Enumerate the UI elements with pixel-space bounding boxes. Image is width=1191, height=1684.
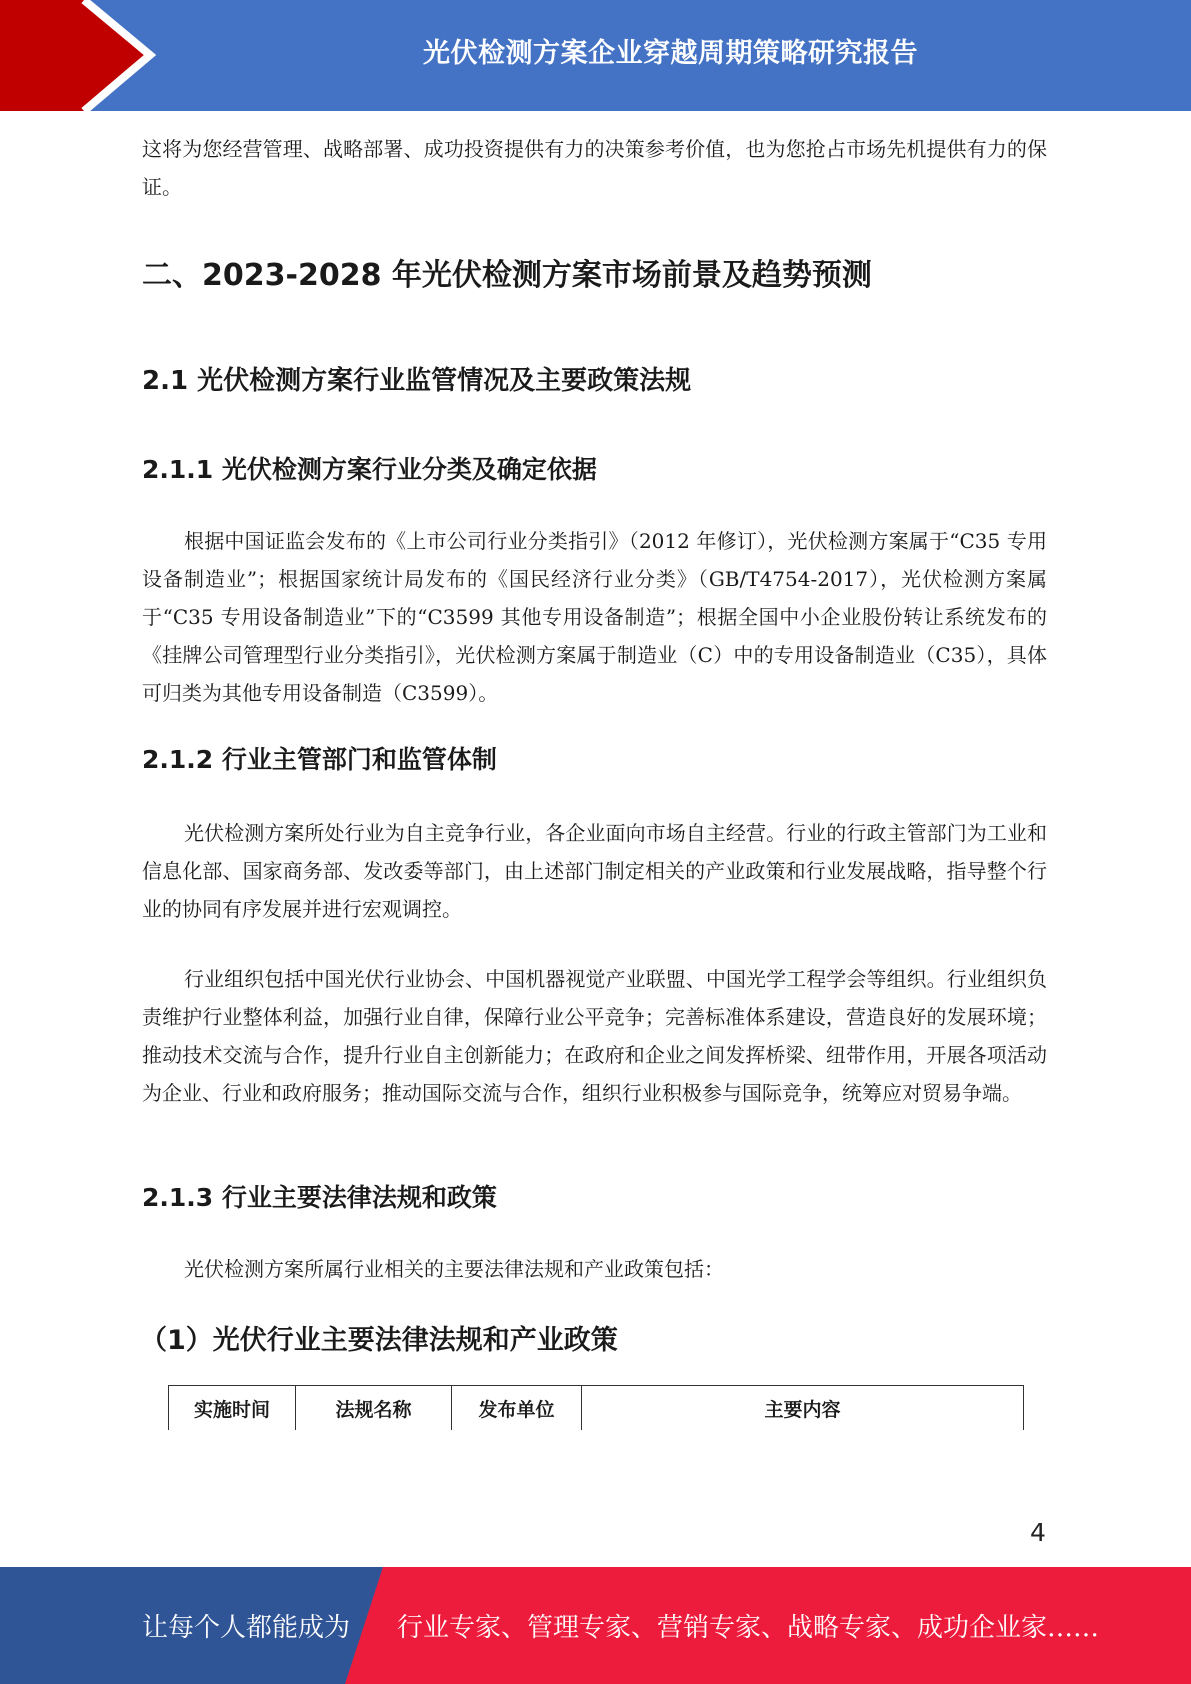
laws-intro-paragraph: 光伏检测方案所属行业相关的主要法律法规和产业政策包括： — [184, 1257, 724, 1281]
regulator-paragraph: 光伏检测方案所处行业为自主竞争行业，各企业面向市场自主经营。行业的行政主管部门为工业和信息化部、国家商务部、发改委等部门，由上述部门制定相关的产业政策和行业发展战略，指导整个行业的协同有序发展并进行宏观调控。 — [142, 821, 1047, 921]
subsection-heading-2-1-1: 2.1.1 光伏检测方案行业分类及确定依据 — [142, 455, 597, 484]
subsection-heading-2-1-3: 2.1.3 行业主要法律法规和政策 — [142, 1183, 497, 1212]
column-header-date: 实施时间 — [169, 1386, 296, 1431]
column-header-regulation-name: 法规名称 — [296, 1386, 452, 1431]
intro-paragraph: 这将为您经营管理、战略部署、成功投资提供有力的决策参考价值，也为您抢占市场先机提供有力的保证。 — [142, 137, 1047, 199]
footer-slogan-left: 让每个人都能成为 — [142, 1613, 351, 1643]
column-header-issuer: 发布单位 — [452, 1386, 582, 1431]
policy-table — [168, 1385, 1024, 1430]
section-heading: 二、2023-2028 年光伏检测方案市场前景及趋势预测 — [142, 258, 872, 293]
subsection-heading-2-1: 2.1 光伏检测方案行业监管情况及主要政策法规 — [142, 366, 692, 396]
subsection-heading-2-1-2: 2.1.2 行业主管部门和监管体制 — [142, 745, 497, 774]
industry-organization-paragraph: 行业组织包括中国光伏行业协会、中国机器视觉产业联盟、中国光学工程学会等组织。行业组织负责维护行业整体利益，加强行业自律，保障行业公平竞争；完善标准体系建设，营造良好的发展环境；推动技术交流与合作，提升行业自主创新能力；在政府和企业之间发挥桥梁、纽带作用，开展各项活动为企业、行业和政府服务；推动国际交流与合作，组织行业积极参与国际竞争，统筹应对贸易争端。 — [142, 967, 1047, 1105]
page-number: 4 — [1030, 1518, 1046, 1547]
column-header-main-content: 主要内容 — [582, 1386, 1024, 1431]
table-header-row — [169, 1386, 1024, 1431]
report-title: 光伏检测方案企业穿越周期策略研究报告 — [423, 37, 918, 69]
classification-paragraph: 根据中国证监会发布的《上市公司行业分类指引》（2012 年修订），光伏检测方案属于“C35 专用设备制造业”；根据国家统计局发布的《国民经济行业分类》（GB/T4754-2017），光伏检测方案属于“C35 专用设备制造业”下的“C3599 其他专用设备制造”；根据全国中小企业股份转让系统发布的《挂牌公司管理型行业分类指引》，光伏检测方案属于制造业（C）中的专用设备制造业（C35），具体可归类为其他专用设备制造（C3599）。 — [142, 529, 1047, 705]
footer-slogan-right: 行业专家、管理专家、营销专家、战略专家、成功企业家…… — [397, 1613, 1100, 1643]
footer-banner — [0, 1567, 1191, 1684]
header-banner — [0, 0, 1191, 111]
laws-table-heading: （1）光伏行业主要法律法规和产业政策 — [140, 1325, 618, 1356]
